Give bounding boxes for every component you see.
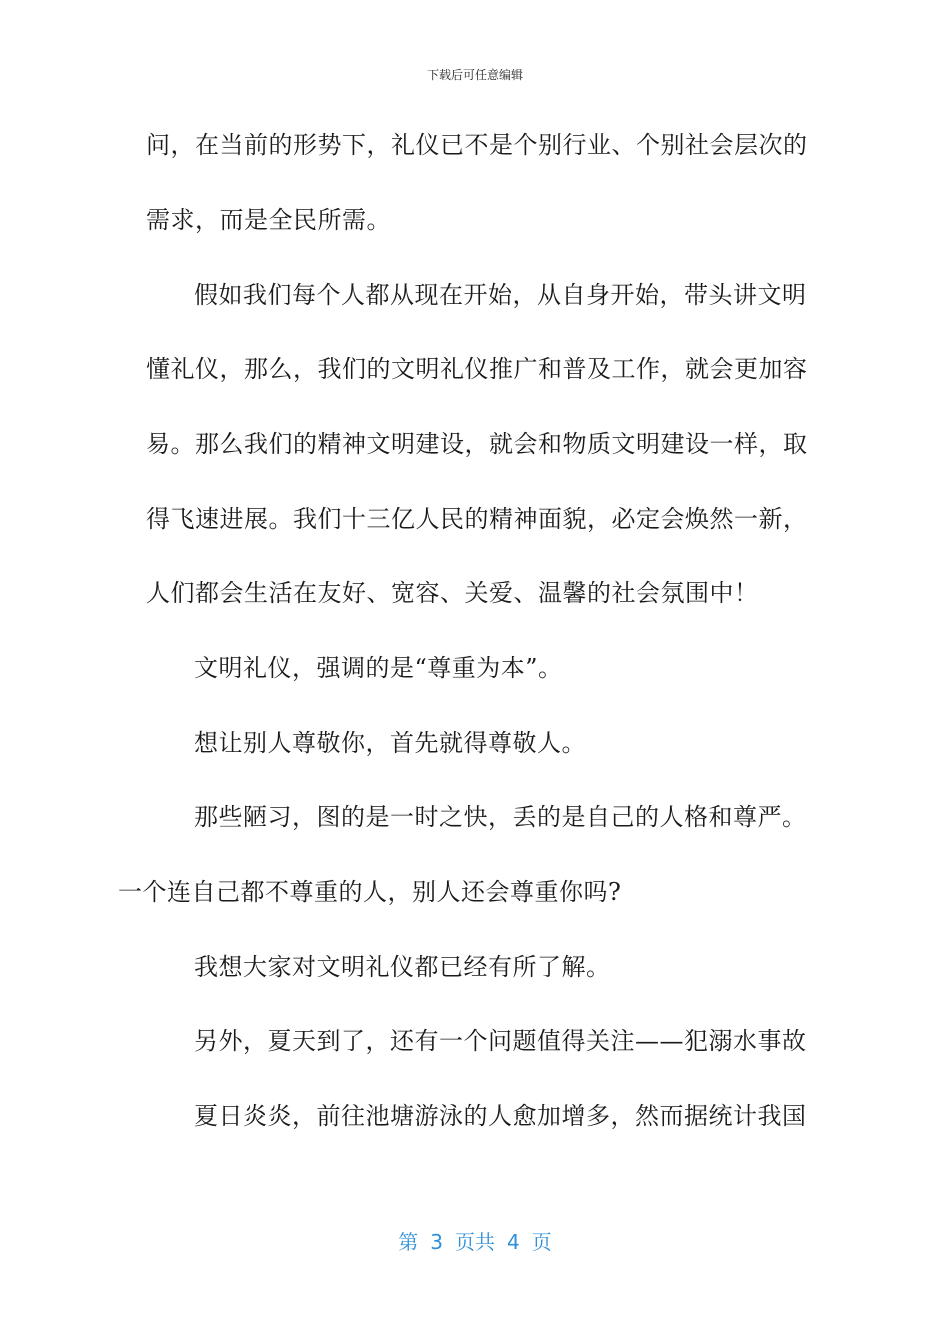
paragraph-start-line: 夏日炎炎，前往池塘游泳的人愈加增多，然而据统计我国	[194, 1102, 807, 1130]
page-footer	[0, 1226, 950, 1255]
paragraph-start-line: 想让别人尊敬你，首先就得尊敬人。	[194, 729, 586, 757]
text-line: 人们都会生活在友好、宽容、关爱、温馨的社会氛围中！	[146, 579, 759, 607]
text-line: 需求，而是全民所需。	[146, 206, 391, 234]
paragraph-start-line: 另外，夏天到了，还有一个问题值得关注——犯溺水事故	[194, 1027, 807, 1055]
paragraph-start-line: 假如我们每个人都从现在开始，从自身开始，带头讲文明	[194, 281, 807, 309]
text-line: 得飞速进展。我们十三亿人民的精神面貌，必定会焕然一新，	[146, 505, 808, 533]
text-line: 问，在当前的形势下，礼仪已不是个别行业、个别社会层次的	[146, 131, 808, 159]
page-header: 下载后可任意编辑	[426, 68, 523, 82]
footer-total-pages: 4	[507, 1230, 520, 1254]
footer-middle: 页共	[455, 1230, 495, 1254]
paragraph-start-line: 文明礼仪，强调的是“尊重为本”。	[194, 654, 563, 682]
footer-page-number: 3	[430, 1230, 443, 1254]
footer-prefix: 第	[398, 1230, 419, 1254]
paragraph-start-line: 我想大家对文明礼仪都已经有所了解。	[194, 953, 611, 981]
text-line: 懂礼仪，那么，我们的文明礼仪推广和普及工作，就会更加容	[146, 355, 808, 383]
paragraph-start-line: 那些陋习，图的是一时之快，丢的是自己的人格和尊严。	[194, 803, 807, 831]
text-line: 易。那么我们的精神文明建设，就会和物质文明建设一样，取	[146, 430, 808, 458]
footer-suffix: 页	[531, 1230, 552, 1254]
text-line: 一个连自己都不尊重的人，别人还会尊重你吗?	[118, 878, 622, 906]
